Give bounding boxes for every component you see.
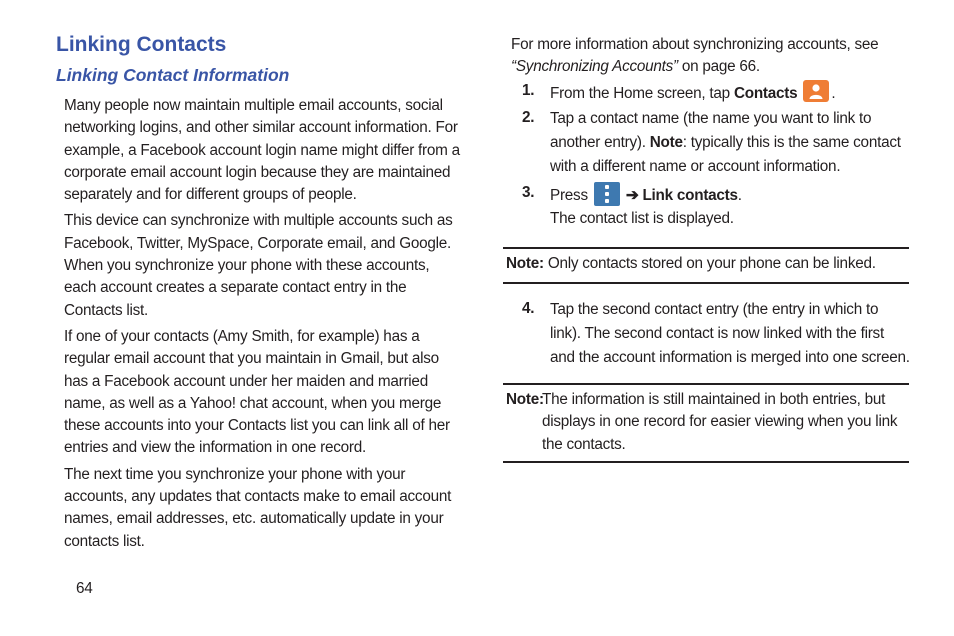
step-text: From the Home screen, tap <box>550 85 734 102</box>
section-subtitle: Linking Contact Information <box>56 65 290 85</box>
step-text: Press <box>550 187 592 204</box>
intro-page-ref: on page 66. <box>677 58 760 76</box>
step-2 <box>550 107 912 179</box>
arrow-glyph: ➔ <box>625 187 639 204</box>
step-1 <box>550 80 910 105</box>
step-number: 4. <box>522 300 535 317</box>
note-label: Note: <box>506 391 544 408</box>
step-text: Tap a contact name (the name you want to link to another entry). <box>550 110 872 151</box>
step-text-rest: : typically this is the same contact with a different name or account information. <box>550 134 901 175</box>
step-text-end: . <box>737 187 742 204</box>
note-rule-bottom <box>503 461 909 463</box>
menu-dots-icon[interactable] <box>594 182 620 206</box>
paragraph: Many people now maintain multiple email accounts, social networking logins, and other similar account information. For example, a Facebook account login name might differ from a corporate email account login because they are maintained separately and for different groups of people. <box>64 97 460 204</box>
page-number: 64 <box>76 580 93 597</box>
cross-reference-link[interactable]: “Synchronizing Accounts” <box>511 58 678 76</box>
step-3 <box>550 182 910 207</box>
step-number: 3. <box>522 184 535 201</box>
step-number: 2. <box>522 109 535 126</box>
paragraph: The next time you synchronize your phone with your accounts, any updates that contacts make to email account names, email addresses, etc. automatically update in your contacts list. <box>64 465 452 550</box>
note-text: Only contacts stored on your phone can be linked. <box>543 255 876 272</box>
paragraph: If one of your contacts (Amy Smith, for example) has a regular email account that you maintain in Gmail, but also has a Facebook account under her maiden and married name, as well as a Yahoo! chat account, when you merge these accounts into your Contacts list you can link all of her entries and view the information in one record. <box>64 327 450 457</box>
link-contacts-label: Link contacts <box>642 187 738 204</box>
contacts-label: Contacts <box>733 85 798 102</box>
note-label: Note <box>649 134 683 151</box>
note-label: Note: <box>506 255 544 272</box>
contacts-app-icon[interactable] <box>803 80 829 102</box>
note-rule-top <box>503 383 909 385</box>
page-title: Linking Contacts <box>56 33 227 56</box>
intro-paragraph <box>511 34 911 79</box>
step-number: 1. <box>522 82 535 99</box>
paragraph: This device can synchronize with multiple accounts such as Facebook, Twitter, MySpace, Corporate email, and Google. When you synchronize your phone with these accounts, each account creates a separate contact entry in the Contacts list. <box>64 212 453 319</box>
note-2-text: The information is still maintained in both entries, but displays in one record for easier viewing when you link the contacts. <box>542 391 898 453</box>
step-result: The contact list is displayed. <box>550 210 734 227</box>
note-rule-top <box>503 247 909 249</box>
intro-text: For more information about synchronizing accounts, see <box>511 36 879 53</box>
note-rule-bottom <box>503 282 909 284</box>
note-1 <box>506 253 906 275</box>
step-text-end: . <box>831 85 836 102</box>
step-4: Tap the second contact entry (the entry in which to link). The second contact is now linked with the first and the account information is merged into one screen. <box>550 301 910 366</box>
left-column <box>64 95 464 553</box>
